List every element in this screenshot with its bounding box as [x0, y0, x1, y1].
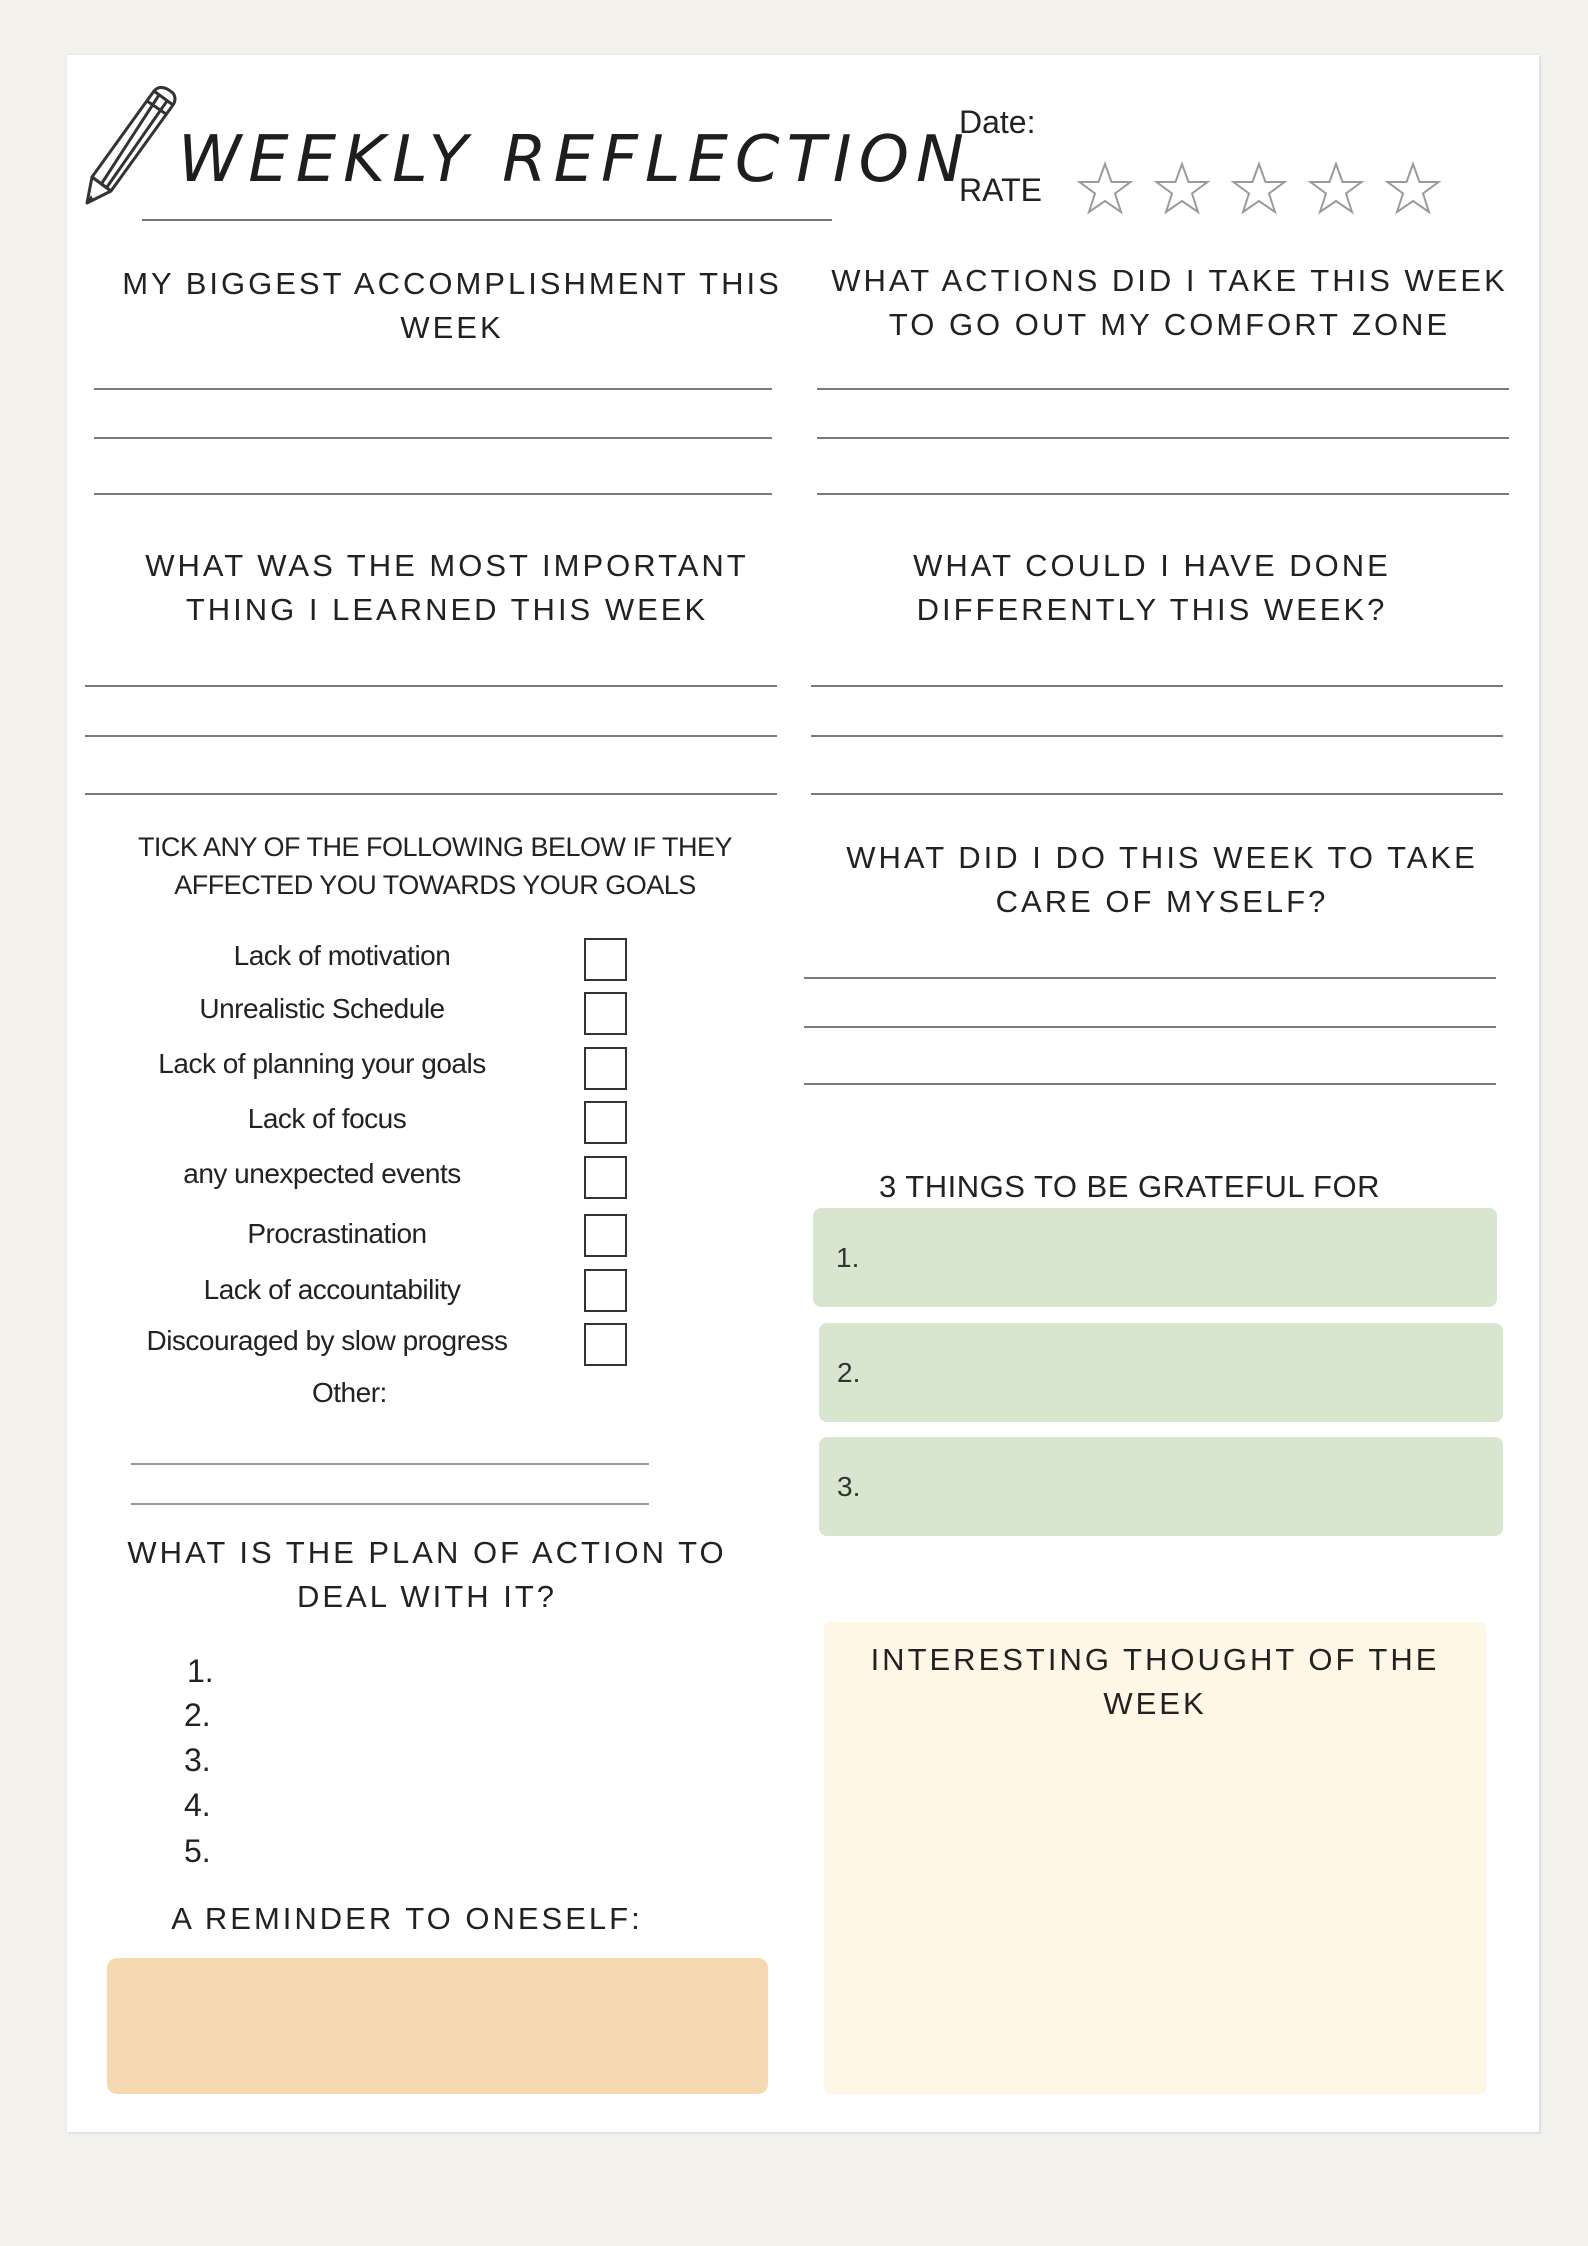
writing-line[interactable] — [804, 977, 1496, 979]
checklist-item-label: Unrealistic Schedule — [199, 993, 445, 1024]
writing-line[interactable] — [85, 735, 777, 737]
plan-heading: WHAT IS THE PLAN OF ACTION TO DEAL WITH IT? — [127, 1535, 727, 1614]
checkbox[interactable] — [584, 1156, 627, 1199]
gratitude-field[interactable] — [813, 1208, 1497, 1307]
star-icon[interactable] — [1384, 161, 1442, 219]
writing-line[interactable] — [94, 388, 772, 390]
star-icon[interactable] — [1307, 161, 1365, 219]
checkbox[interactable] — [584, 1323, 627, 1366]
plan-number: 3. — [184, 1742, 211, 1778]
writing-line[interactable] — [804, 1083, 1496, 1085]
checkbox[interactable] — [584, 992, 627, 1035]
checklist-item-label: Lack of accountability — [203, 1274, 461, 1305]
thought-heading: INTERESTING THOUGHT OF THE WEEK — [870, 1642, 1440, 1721]
thought-box[interactable] — [824, 1622, 1486, 2094]
checklist-item-label: Lack of focus — [247, 1103, 407, 1134]
writing-line[interactable] — [804, 1026, 1496, 1028]
writing-line[interactable] — [131, 1463, 649, 1465]
checklist-item-label: Discouraged by slow progress — [146, 1325, 508, 1356]
writing-line[interactable] — [811, 735, 1503, 737]
checklist-item-label: Lack of motivation — [233, 940, 451, 971]
checkbox[interactable] — [584, 1214, 627, 1257]
gratitude-number: 2. — [837, 1357, 861, 1388]
writing-line[interactable] — [817, 493, 1509, 495]
accomplishment-heading: MY BIGGEST ACCOMPLISHMENT THIS WEEK — [122, 266, 782, 345]
date-label: Date: — [959, 104, 1036, 140]
star-icon[interactable] — [1076, 161, 1134, 219]
gratitude-heading: 3 THINGS TO BE GRATEFUL FOR — [879, 1169, 1380, 1204]
gratitude-field[interactable] — [819, 1437, 1503, 1536]
gratitude-field[interactable] — [819, 1323, 1503, 1422]
differently-heading: WHAT COULD I HAVE DONE DIFFERENTLY THIS WEEK? — [913, 548, 1391, 627]
checklist-heading: TICK ANY OF THE FOLLOWING BELOW IF THEY AFFECTED YOU TOWARDS YOUR GOALS — [137, 832, 733, 900]
comfort-zone-heading: WHAT ACTIONS DID I TAKE THIS WEEK TO GO OUT MY COMFORT ZONE — [831, 263, 1508, 342]
writing-line[interactable] — [94, 437, 772, 439]
checklist-item-label: any unexpected events — [183, 1158, 461, 1189]
writing-line[interactable] — [85, 793, 777, 795]
rating-stars[interactable] — [1076, 161, 1476, 221]
checklist-item-label: Lack of planning your goals — [158, 1048, 486, 1079]
worksheet-page — [67, 55, 1539, 2132]
title-underline — [142, 219, 832, 221]
reminder-heading: A REMINDER TO ONESELF: — [171, 1901, 643, 1936]
writing-line[interactable] — [131, 1503, 649, 1505]
writing-line[interactable] — [817, 388, 1509, 390]
writing-line[interactable] — [811, 793, 1503, 795]
writing-line[interactable] — [817, 437, 1509, 439]
star-icon[interactable] — [1153, 161, 1211, 219]
gratitude-number: 1. — [836, 1242, 860, 1273]
checklist-item-label: Procrastination — [247, 1218, 427, 1249]
plan-number: 4. — [184, 1787, 211, 1823]
writing-line[interactable] — [85, 685, 777, 687]
gratitude-number: 3. — [837, 1471, 861, 1502]
writing-line[interactable] — [94, 493, 772, 495]
plan-number: 2. — [184, 1697, 211, 1733]
checkbox[interactable] — [584, 1269, 627, 1312]
self-care-heading: WHAT DID I DO THIS WEEK TO TAKE CARE OF MYSELF? — [846, 840, 1478, 919]
plan-number: 1. — [187, 1653, 214, 1689]
checkbox[interactable] — [584, 1101, 627, 1144]
checkbox[interactable] — [584, 1047, 627, 1090]
page-title: WEEKLY REFLECTION — [178, 123, 971, 197]
pencil-icon — [81, 83, 181, 209]
star-icon[interactable] — [1230, 161, 1288, 219]
learned-heading: WHAT WAS THE MOST IMPORTANT THING I LEARNED THIS WEEK — [145, 548, 749, 627]
plan-number: 5. — [184, 1833, 211, 1869]
writing-line[interactable] — [811, 685, 1503, 687]
rate-label: RATE — [959, 172, 1042, 208]
checkbox[interactable] — [584, 938, 627, 981]
other-label: Other: — [312, 1377, 387, 1408]
reminder-field[interactable] — [107, 1958, 768, 2094]
